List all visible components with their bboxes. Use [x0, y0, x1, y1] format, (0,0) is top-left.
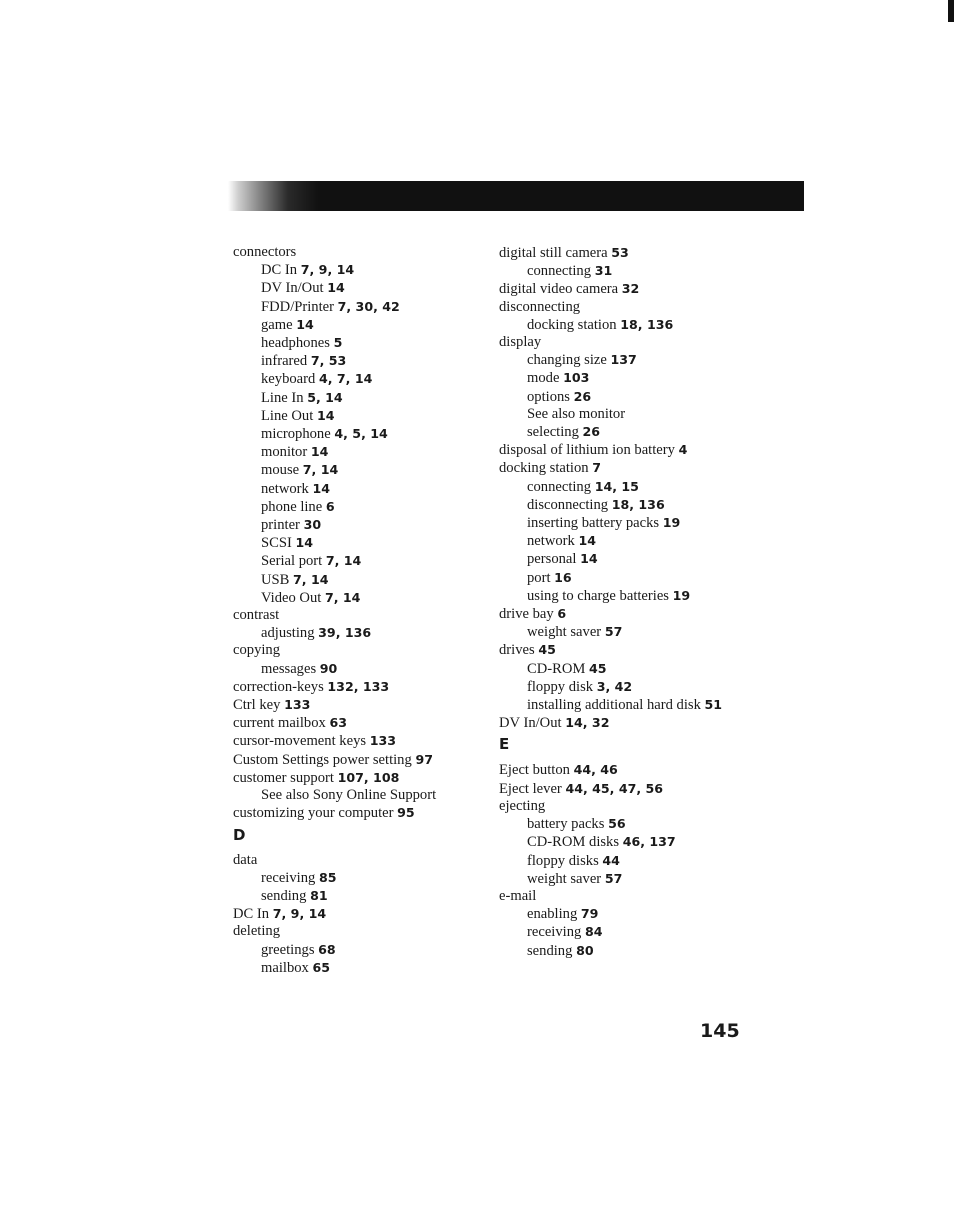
index-subentry: [233, 443, 483, 461]
index-page-refs: 6: [557, 606, 567, 622]
index-term: changing size: [527, 352, 607, 369]
index-subentry: [233, 571, 483, 589]
index-subentry: [499, 316, 759, 334]
index-page-refs: 7, 9, 14: [300, 262, 355, 278]
index-term: inserting battery packs: [527, 515, 660, 532]
index-term: drive bay: [499, 606, 554, 623]
index-page-refs: 95: [397, 805, 415, 821]
index-entry: [499, 459, 759, 477]
index-term: network: [527, 533, 575, 550]
index-entry: [499, 299, 759, 316]
index-term: Serial port: [261, 553, 323, 570]
index-term: installing additional hard disk: [527, 697, 701, 714]
index-subentry: [499, 514, 759, 532]
index-subentry: [233, 787, 483, 804]
index-term: DC In: [261, 262, 298, 279]
index-subentry: [233, 498, 483, 516]
index-page-refs: 16: [554, 569, 572, 585]
index-term: USB: [261, 571, 290, 588]
index-page-refs: 53: [611, 245, 629, 260]
index-term: keyboard: [261, 371, 316, 388]
index-page-refs: 65: [312, 959, 331, 975]
index-page-refs: 44, 46: [573, 762, 618, 778]
index-page-refs: 7, 14: [325, 553, 362, 569]
index-subentry: [499, 905, 759, 923]
index-term: disposal of lithium ion battery: [499, 442, 675, 459]
index-subentry: [499, 833, 759, 851]
index-page-refs: 63: [329, 715, 347, 731]
index-subentry: [499, 942, 759, 960]
index-term: DV In/Out: [261, 280, 324, 297]
index-term: DC In: [233, 906, 270, 923]
index-page-refs: 7, 9, 14: [272, 906, 327, 922]
index-term: connecting: [527, 263, 592, 280]
index-page-refs: 5: [333, 335, 343, 351]
index-subentry: [233, 959, 483, 977]
index-entry: [233, 769, 483, 787]
index-term: mouse: [261, 462, 300, 479]
index-page-refs: 44: [602, 852, 620, 868]
index-page-refs: 14, 32: [565, 715, 610, 731]
index-page-refs: 90: [319, 660, 338, 676]
index-page-refs: 103: [563, 370, 590, 386]
index-page-refs: 14: [296, 316, 314, 332]
index-subentry: [499, 678, 759, 696]
index-term: game: [261, 316, 293, 333]
index-entry: [233, 751, 483, 769]
index-term: customizing your computer: [233, 805, 394, 822]
index-term: data: [233, 851, 258, 868]
index-term: receiving: [527, 924, 582, 941]
index-page-refs: 18, 136: [611, 496, 665, 512]
index-subentry: [233, 941, 483, 959]
index-term: digital video camera: [499, 281, 619, 298]
index-entry: [233, 678, 483, 696]
index-page-refs: 56: [608, 816, 626, 832]
index-entry: [499, 798, 759, 815]
index-page-refs: 14: [295, 535, 314, 551]
index-page-refs: 68: [318, 941, 336, 957]
index-page-refs: 107, 108: [337, 769, 400, 785]
index-page-refs: 31: [594, 263, 613, 279]
index-entry: [499, 714, 759, 732]
index-entry: [499, 334, 759, 351]
index-page-refs: 133: [369, 733, 396, 749]
index-page-refs: 26: [582, 424, 601, 440]
index-entry: [499, 888, 759, 905]
index-subentry: [499, 423, 759, 441]
index-page-refs: 7, 14: [302, 462, 339, 478]
index-term: DV In/Out: [499, 715, 562, 732]
index-page-refs: 4, 5, 14: [334, 426, 388, 442]
index-page-refs: 85: [318, 869, 337, 885]
index-page-refs: 4: [678, 442, 688, 458]
index-subentry: [233, 869, 483, 887]
index-page-refs: 44, 45, 47, 56: [565, 780, 664, 796]
section-letter: E: [499, 735, 510, 754]
index-page-refs: 137: [610, 352, 637, 368]
index-subentry: [233, 316, 483, 334]
index-term: current mailbox: [233, 715, 326, 732]
index-subentry: [233, 425, 483, 443]
index-subentry: [233, 660, 483, 678]
index-term: See also monitor: [527, 405, 626, 422]
index-subentry: [499, 406, 759, 423]
index-term: phone line: [261, 498, 323, 515]
index-term: See also Sony Online Support: [261, 787, 437, 804]
index-page-refs: 4, 7, 14: [318, 371, 373, 387]
index-term: connecting: [527, 478, 592, 495]
index-term: drives: [499, 642, 535, 659]
section-letter: D: [233, 825, 246, 844]
index-term: disconnecting: [527, 496, 609, 513]
index-term: customer support: [233, 769, 334, 786]
index-entry: [499, 605, 759, 623]
index-page-refs: 30: [303, 517, 322, 533]
index-subentry: [499, 496, 759, 514]
index-term: disconnecting: [499, 298, 581, 315]
index-page-refs: 18, 136: [620, 316, 674, 332]
index-subentry: [233, 279, 483, 297]
index-page-refs: 26: [573, 388, 592, 404]
index-term: sending: [261, 887, 307, 904]
index-column-left: [233, 244, 483, 977]
index-subentry: [499, 870, 759, 888]
page-edge-mark: [948, 0, 954, 22]
index-entry: [499, 641, 759, 659]
index-subentry: [233, 516, 483, 534]
index-term: enabling: [527, 906, 578, 923]
index-entry: [499, 244, 759, 262]
index-term: port: [527, 569, 551, 586]
index-term: monitor: [261, 444, 308, 461]
index-term: network: [261, 480, 309, 497]
index-subentry: [233, 352, 483, 370]
index-page-refs: 7, 14: [293, 571, 329, 587]
index-entry: [233, 852, 483, 869]
index-page-refs: 14: [327, 280, 345, 296]
index-term: Eject lever: [499, 780, 562, 797]
index-term: mailbox: [261, 959, 309, 976]
index-term: Custom Settings power setting: [233, 751, 412, 768]
index-subentry: [499, 550, 759, 568]
index-term: receiving: [261, 869, 316, 886]
index-subentry: [233, 624, 483, 642]
index-page-refs: 5, 14: [307, 389, 343, 405]
index-page-refs: 6: [325, 498, 335, 514]
index-term: battery packs: [527, 816, 605, 833]
index-entry: [233, 905, 483, 923]
index-entry: [233, 696, 483, 714]
index-entry: [499, 280, 759, 298]
index-page-refs: 19: [662, 515, 681, 531]
index-subentry: [233, 534, 483, 552]
index-page-refs: 46, 137: [622, 834, 676, 850]
index-term: floppy disk: [527, 678, 594, 695]
index-column-right: [499, 244, 759, 960]
index-term: personal: [527, 551, 577, 568]
index-term: deleting: [233, 923, 281, 940]
index-term: CD-ROM disks: [527, 834, 620, 851]
index-subentry: [499, 262, 759, 280]
index-term: options: [527, 388, 570, 405]
index-subentry: [233, 589, 483, 607]
index-term: weight saver: [527, 870, 602, 887]
index-term: e-mail: [499, 887, 537, 904]
index-subentry: [499, 660, 759, 678]
index-subentry: [233, 370, 483, 388]
index-term: cursor-movement keys: [233, 733, 367, 750]
index-page-refs: 7, 30, 42: [337, 298, 400, 314]
index-term: contrast: [233, 607, 280, 624]
index-subentry: [233, 334, 483, 352]
index-term: using to charge batteries: [527, 587, 669, 604]
index-term: headphones: [261, 335, 330, 352]
index-entry: [233, 642, 483, 659]
index-page-refs: 14: [316, 407, 335, 423]
index-subentry: [233, 461, 483, 479]
index-entry: [233, 923, 483, 940]
index-page-refs: 80: [576, 942, 594, 958]
index-term: docking station: [499, 460, 589, 477]
index-term: greetings: [261, 941, 315, 958]
index-page-refs: 3, 42: [596, 678, 633, 694]
index-subentry: [499, 369, 759, 387]
index-term: connectors: [233, 244, 297, 260]
index-term: Eject button: [499, 762, 570, 779]
index-page-refs: 14: [578, 533, 597, 549]
index-subentry: [233, 552, 483, 570]
index-subentry: [499, 623, 759, 641]
page-number: 145: [700, 1020, 740, 1042]
index-term: Video Out: [261, 589, 322, 606]
index-page-refs: 14: [310, 444, 329, 460]
index-term: docking station: [527, 316, 617, 333]
index-page-refs: 84: [584, 924, 603, 940]
index-term: Line Out: [261, 407, 314, 424]
index-term: ejecting: [499, 797, 546, 814]
index-page-refs: 19: [672, 587, 691, 603]
index-page-refs: 79: [580, 906, 599, 922]
index-header-bar: [228, 181, 804, 211]
index-term: selecting: [527, 424, 579, 441]
index-page-refs: 57: [604, 870, 623, 886]
index-page-refs: 81: [310, 887, 328, 903]
index-entry: [233, 804, 483, 822]
index-subentry: [499, 478, 759, 496]
index-page-refs: 14: [580, 551, 598, 567]
index-subentry: [499, 587, 759, 605]
index-term: messages: [261, 660, 317, 677]
index-page-refs: 14: [312, 480, 331, 496]
index-page-refs: 133: [284, 697, 311, 713]
index-term: copying: [233, 642, 281, 659]
index-entry: [233, 244, 483, 261]
index-subentry: [233, 389, 483, 407]
index-page-refs: 45: [589, 660, 607, 676]
index-subentry: [499, 351, 759, 369]
index-subentry: [233, 261, 483, 279]
index-term: infrared: [261, 353, 308, 370]
index-term: adjusting: [261, 625, 315, 642]
index-term: display: [499, 334, 542, 351]
index-page-refs: 57: [604, 624, 623, 640]
index-entry: [499, 441, 759, 459]
index-page-refs: 132, 133: [327, 678, 390, 694]
index-subentry: [233, 480, 483, 498]
index-term: sending: [527, 942, 573, 959]
index-term: Line In: [261, 389, 304, 406]
index-page-refs: 32: [621, 281, 640, 297]
index-subentry: [499, 532, 759, 550]
index-term: printer: [261, 517, 300, 534]
index-subentry: [499, 852, 759, 870]
index-page-refs: 7, 14: [324, 589, 361, 605]
index-term: correction-keys: [233, 678, 324, 695]
index-subentry: [233, 298, 483, 316]
index-subentry: [499, 696, 759, 714]
index-page-refs: 39, 136: [318, 625, 372, 641]
index-subentry: [233, 887, 483, 905]
index-subentry: [499, 815, 759, 833]
index-page-refs: 7: [592, 460, 602, 476]
index-entry: [233, 732, 483, 750]
index-page-refs: 14, 15: [594, 478, 639, 494]
index-page-refs: 51: [704, 697, 723, 713]
index-subentry: [499, 388, 759, 406]
index-page-refs: 7, 53: [310, 353, 347, 369]
index-page-refs: 97: [415, 751, 433, 767]
index-entry: [233, 607, 483, 624]
index-entry: [233, 714, 483, 732]
index-entry: [499, 761, 759, 779]
index-entry: [499, 780, 759, 798]
index-term: floppy disks: [527, 852, 599, 869]
index-term: FDD/Printer: [261, 298, 334, 315]
index-term: mode: [527, 370, 560, 387]
index-subentry: [499, 569, 759, 587]
index-page-refs: 45: [538, 642, 556, 658]
index-term: weight saver: [527, 624, 602, 641]
index-term: CD-ROM: [527, 660, 586, 677]
index-term: Ctrl key: [233, 697, 281, 714]
index-term: digital still camera: [499, 245, 608, 261]
index-term: microphone: [261, 426, 331, 443]
index-subentry: [233, 407, 483, 425]
index-subentry: [499, 923, 759, 941]
index-term: SCSI: [261, 535, 292, 552]
